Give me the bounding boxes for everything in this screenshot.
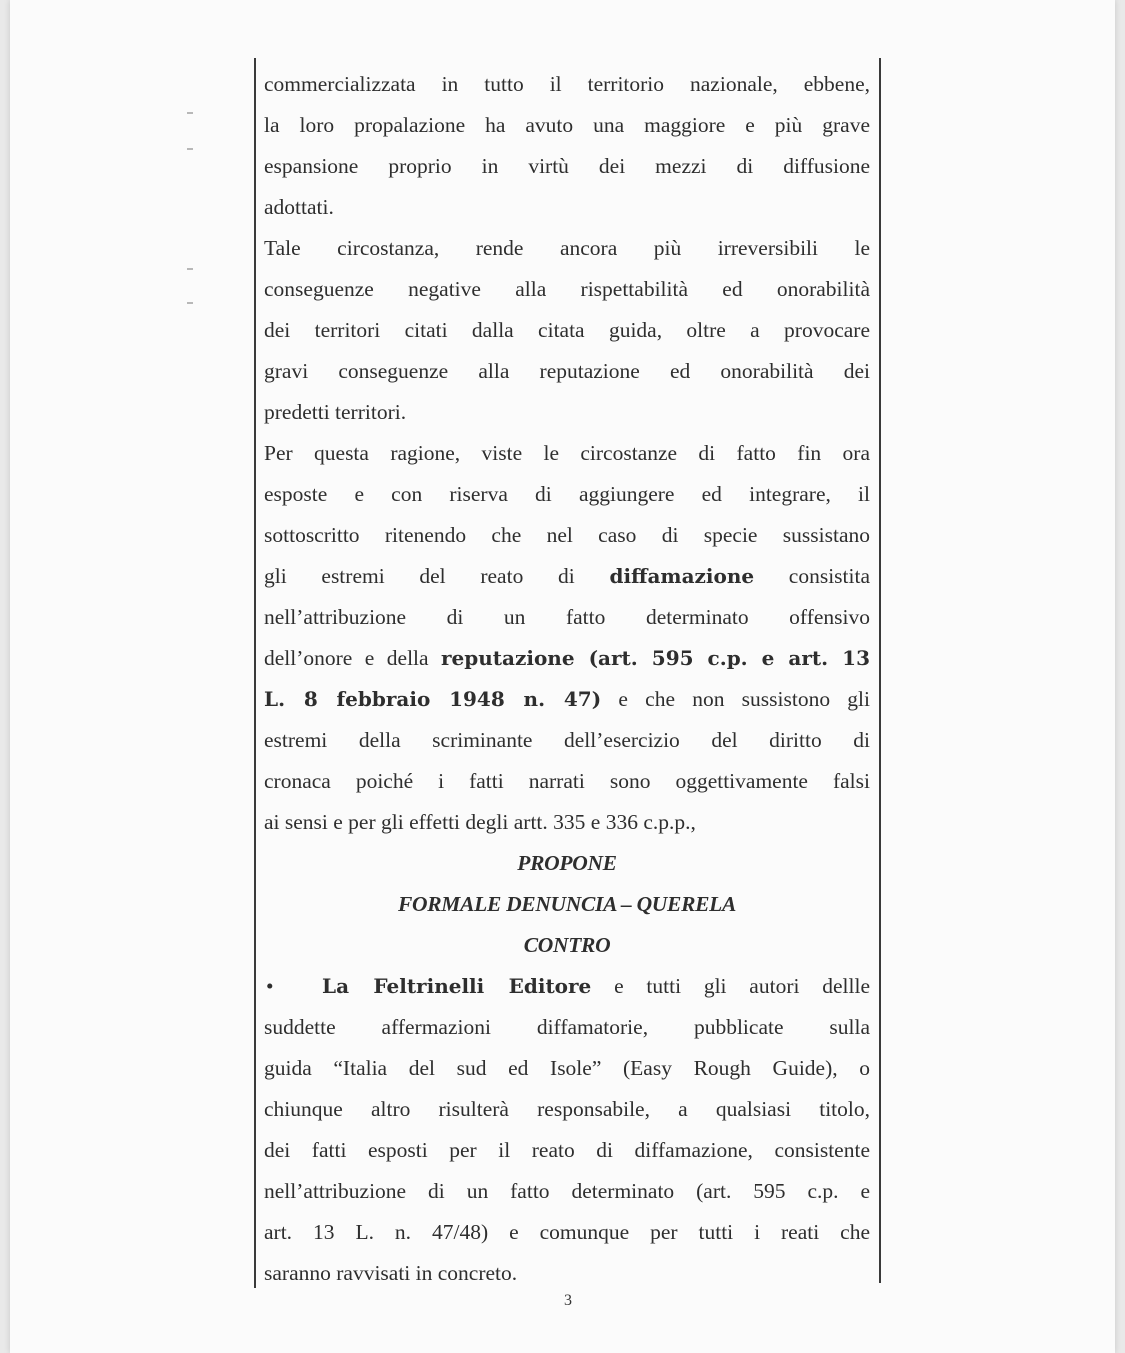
- text-line: cronaca poiché i fatti narrati sono oggettivamente falsi: [264, 769, 870, 793]
- margin-mark: [187, 148, 193, 150]
- document-body: [264, 64, 870, 1294]
- emphasis-text: La Feltrinelli Editore: [322, 974, 592, 998]
- text-line: sottoscritto ritenendo che nel caso di specie sussistano: [264, 523, 870, 547]
- text-line: [264, 679, 870, 720]
- text-line: nell’attribuzione di un fatto determinato (art. 595 c.p. e: [264, 1179, 870, 1203]
- text-line: Per questa ragione, viste le circostanze di fatto fin ora: [264, 441, 870, 465]
- emphasis-text: reputazione (art. 595 c.p. e art. 13: [441, 646, 870, 670]
- text-line: esposte e con riserva di aggiungere ed integrare, il: [264, 482, 870, 506]
- text-line: commercializzata in tutto il territorio nazionale, ebbene,: [264, 72, 870, 96]
- heading-propone: PROPONE: [517, 851, 617, 875]
- bullet-marker: •: [266, 974, 274, 998]
- text-line: art. 13 L. n. 47/48) e comunque per tutti i reati che: [264, 1220, 870, 1244]
- emphasis-text: L. 8 febbraio 1948 n. 47): [264, 687, 602, 711]
- text-run: e tutti gli autori dellle: [591, 974, 870, 998]
- text-line: chiunque altro risulterà responsabile, a qualsiasi titolo,: [264, 1097, 870, 1121]
- left-margin-rule: [254, 58, 256, 1288]
- text-line: espansione proprio in virtù dei mezzi di diffusione: [264, 154, 870, 178]
- text-line: nell’attribuzione di un fatto determinato offensivo: [264, 605, 870, 629]
- text-line: adottati.: [264, 195, 334, 219]
- bullet-item: [264, 966, 870, 1007]
- text-line: conseguenze negative alla rispettabilità ed onorabilità: [264, 277, 870, 301]
- page-number: 3: [564, 1292, 572, 1309]
- margin-mark: [187, 302, 193, 304]
- heading-contro: CONTRO: [523, 933, 611, 957]
- text-line: estremi della scriminante dell’esercizio del diritto di: [264, 728, 870, 752]
- text-line: gravi conseguenze alla reputazione ed onorabilità dei: [264, 359, 870, 383]
- text-run: consistita: [754, 564, 870, 588]
- text-line: dei fatti esposti per il reato di diffamazione, consistente: [264, 1138, 870, 1162]
- text-run: dell’onore e della: [264, 646, 442, 670]
- right-margin-rule: [879, 58, 881, 1283]
- text-run: gli estremi del reato di: [264, 564, 610, 588]
- text-line: predetti territori.: [264, 400, 407, 424]
- text-line: la loro propalazione ha avuto una maggiore e più grave: [264, 113, 870, 137]
- text-line: ai sensi e per gli effetti degli artt. 335 e 336 c.p.p.,: [264, 810, 696, 834]
- margin-mark: [187, 268, 193, 270]
- text-line: Tale circostanza, rende ancora più irreversibili le: [264, 236, 870, 260]
- text-line: dei territori citati dalla citata guida, oltre a provocare: [264, 318, 870, 342]
- text-line: saranno ravvisati in concreto.: [264, 1261, 518, 1285]
- text-line: [264, 638, 870, 679]
- margin-mark: [187, 112, 193, 114]
- text-line: guida “Italia del sud ed Isole” (Easy Rough Guide), o: [264, 1056, 870, 1080]
- emphasis-text: diffamazione: [609, 564, 755, 588]
- text-line: [264, 556, 870, 597]
- text-line: suddette affermazioni diffamatorie, pubblicate sulla: [264, 1015, 870, 1039]
- text-run: e che non sussistono gli: [601, 687, 870, 711]
- heading-denuncia-querela: FORMALE DENUNCIA – QUERELA: [397, 892, 737, 916]
